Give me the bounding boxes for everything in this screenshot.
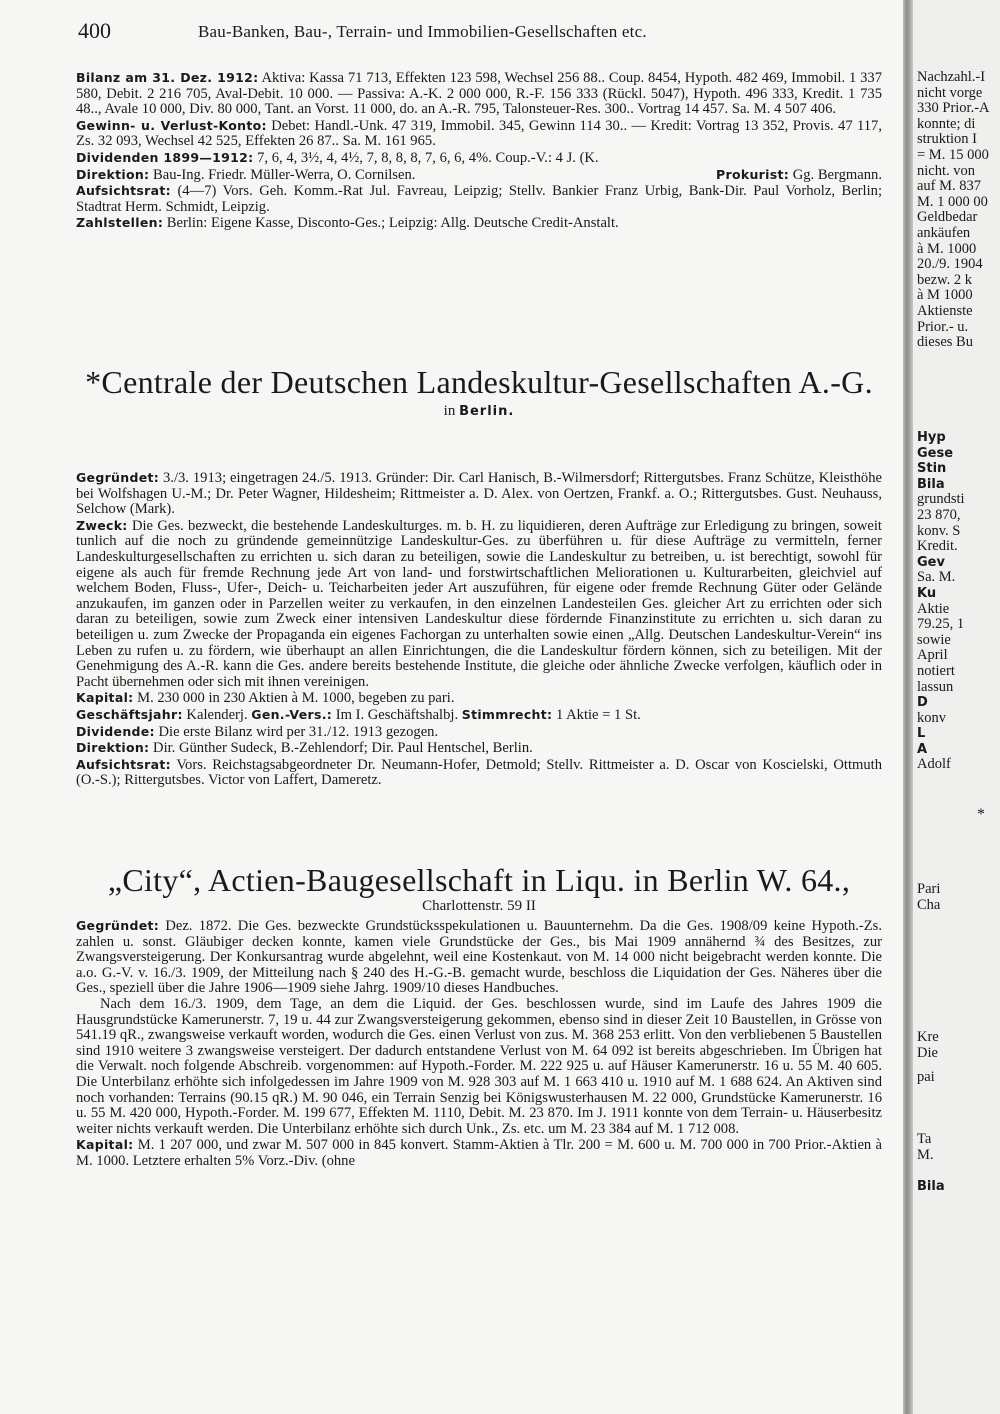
zahlstellen-text: Berlin: Eigene Kasse, Disconto-Ges.; Leipzig: Allg. Deutsche Credit-Anstalt. <box>166 215 619 232</box>
page-number: 400 <box>78 18 111 43</box>
prokurist-label: Prokurist: <box>716 166 790 182</box>
fragment-line: 20./9. 1904 <box>917 257 983 273</box>
fragment-line: pai <box>917 1070 935 1085</box>
fragment-block-2 <box>917 430 1000 773</box>
entry-2-title: *Centrale der Deutschen Landeskultur-Gesellschaften A.-G. <box>85 364 873 400</box>
entry-3-title: „City“, Actien-Baugesellschaft in Liqu. in Berlin W. 64., <box>107 862 851 898</box>
prokurist-text: Gg. Bergmann. <box>792 166 882 183</box>
kapital-paragraph <box>76 690 882 707</box>
aufsichtsrat-paragraph-2 <box>76 757 882 789</box>
dividende-paragraph <box>76 724 882 741</box>
fragment-line: 23 870, <box>917 507 961 523</box>
fragment-line: Gev <box>917 554 945 570</box>
liquidation-paragraph: Nach dem 16./3. 1909, dem Tage, an dem die Liquid. der Ges. beschlossen wurde, sind im Laufe des Jahres 1909 die Hausgrundstücke Kamerunerstr. 7, 19 u. 44 zur Zwangsversteigerung gekommen, ebenso sind in dieser Zeit 10 Baustellen, in Grösse von 541.19 qR., zwangsweise verkauft worden, wodurch die Ges. einen Verlust von zus. M. 368 253 erlitt. Von den verbliebenen 5 Baustellen sind 1910 weitere 3 zwangsweise versteigert. Der dadurch entstandene Verlust von M. 64 092 ist bereits abgeschrieben. Im Übrigen hat die Verwalt. noch folgende Abschreib. vorgenommen: auf Hypoth.-Forder. M. 222 925 u. auf Häuser Kamerunerstr. 16 u. 55 M. 40 605. Die Unterbilanz erhöhte sich infolgedessen im Jahre 1909 von M. 928 303 auf M. 1 663 410 u. 1910 auf M. 1 688 624. An Aktiven sind noch vorhanden: Terrains (90.15 qR.) M. 90 046, ein Terrain Senzig bei Königswusterhausen M. 22 000, Grundstücke Kamerunerstr. 16 u. 55 M. 420 000, Hypoth.-Forder. M. 199 677, Effekten M. 1110, Debit. M. 23 870. Im J. 1911 konnte von dem Terrain- u. Häuserbesitz weiter nichts verkauft werden. Die Unterbilanz erhöhte sich durch Unk., Zs. etc. um M. 23 384 auf M. 1 712 008. <box>76 995 882 1137</box>
gegruendet-text: 3./3. 1913; eingetragen 24./5. 1913. Gründer: Dir. Carl Hanisch, B.-Wilmersdorf; Rittergutsbes. Franz Schütze, Kleisthöhe bei Wolfshagen U.-M.; Dr. Peter Wagner, Hildesheim; Rittmeister a. D. Alex. von Oertzen, Frankf. a. O.; Rittergutsbes. Gust. Neuhauss, Selchow (Mark). <box>76 470 882 518</box>
dividenden-paragraph <box>76 150 882 167</box>
aufsichtsrat-label-2: Aufsichtsrat: <box>76 756 171 772</box>
fragment-line: konv. S <box>917 523 961 539</box>
dividende-text: Die erste Bilanz wird per 31./12. 1913 gezogen. <box>158 723 439 740</box>
fragment-line <box>917 1086 1000 1102</box>
entry-2-location <box>76 403 882 420</box>
running-title: Bau-Banken, Bau-, Terrain- und Immobilien-Gesellschaften etc. <box>198 22 647 41</box>
bilanz-paragraph <box>76 70 882 118</box>
fragment-line: D <box>917 695 928 711</box>
stimmrecht-label: Stimmrecht: <box>461 706 553 722</box>
fragment-line: konv <box>917 710 946 726</box>
aufsichtsrat-text: (4—7) Vors. Geh. Komm.-Rat Jul. Favreau, Leipzig; Stellv. Bankier Franz Urbig, Bank-Dir. Paul Vorholz, Berlin; Stadtrat Herm. Schmidt, Leipzig. <box>76 183 882 215</box>
fragment-line: Stin <box>917 461 947 477</box>
fragment-block-4 <box>917 1030 1000 1061</box>
aufsichtsrat-label: Aufsichtsrat: <box>76 183 171 199</box>
genvers-label: Gen.-Vers.: <box>251 706 333 722</box>
fragment-line: Ta <box>917 1132 932 1148</box>
book-gutter <box>903 0 913 1414</box>
fragment-line: à M. 1000 <box>917 241 977 257</box>
fragment-line <box>917 1117 1000 1133</box>
fragment-line: L <box>917 726 926 742</box>
entry-2-body <box>76 470 882 789</box>
fragment-line: Kre <box>917 1030 939 1045</box>
fragment-line: A <box>917 741 928 757</box>
direktion-label-2: Direktion: <box>76 740 150 756</box>
zahlstellen-paragraph <box>76 215 882 232</box>
dividende-label: Dividende: <box>76 723 155 739</box>
kapital-paragraph-3 <box>76 1137 882 1169</box>
fragment-line: Hyp <box>917 430 946 445</box>
fragment-line: Aktienste <box>917 303 973 319</box>
fragment-line: M. <box>917 1147 934 1163</box>
aufsichtsrat-text-2: Vors. Reichstagsabgeordneter Dr. Neumann-Hofer, Detmold; Stellv. Rittmeister a. D. Oscar von Koscielski, Ottmuth (O.-S.); Rittergutsbes. Victor von Laffert, Dameretz. <box>76 756 882 789</box>
dividenden-text: 7, 6, 4, 3½, 4, 4½, 7, 8, 8, 8, 7, 6, 6, 4%. Coup.-V.: 4 J. (K. <box>257 149 599 166</box>
geschaeftsjahr-label: Geschäftsjahr: <box>76 706 183 722</box>
gewinn-text: Debet: Handl.-Unk. 47 319, Immobil. 345, Gewinn 114 30.. — Kredit: Vortrag 13 352, Provis. 47 117, Zs. 32 093, Wechsel 42 525, Effekten 26 87.. Sa. M. 161 965. <box>76 117 883 150</box>
fragment-line: Gese <box>917 445 954 461</box>
kapital-text-3: M. 1 207 000, und zwar M. 507 000 in 845 konvert. Stamm-Aktien à Tlr. 200 = M. 600 u. M. 700 000 in 700 Prior.-Aktien à M. 1000. Letztere erhalten 5% Vorz.-Div. (ohne <box>76 1137 882 1169</box>
fragment-line: Sa. M. <box>917 570 956 586</box>
adjacent-page-edge <box>913 0 1000 1414</box>
location-prefix: in <box>443 403 456 419</box>
fragment-line: auf M. 837 <box>917 179 982 195</box>
asterisk-mark: * <box>977 806 985 823</box>
fragment-line: à M 1000 <box>917 288 973 304</box>
fragment-line: = M. 15 000 <box>917 147 989 163</box>
kapital-label-3: Kapital: <box>76 1137 134 1153</box>
fragment-line: April <box>917 648 948 664</box>
zweck-paragraph <box>76 518 882 691</box>
fragment-line: Prior.- u. <box>917 319 969 335</box>
dividenden-label: Dividenden 1899—1912: <box>76 149 254 165</box>
fragment-line: 79.25, 1 <box>917 617 965 633</box>
kapital-label: Kapital: <box>76 690 134 706</box>
gegruendet-paragraph <box>76 470 882 518</box>
direktion-paragraph <box>76 167 882 184</box>
fragment-line: Bila <box>917 1179 945 1195</box>
fragment-line <box>917 1101 1000 1117</box>
zweck-label: Zweck: <box>76 517 128 533</box>
gegruendet-label-3: Gegründet: <box>76 918 160 933</box>
fragment-line: ankäufen <box>917 225 971 241</box>
direktion-text: Bau-Ing. Friedr. Müller-Werra, O. Cornilsen. <box>153 166 416 183</box>
gegruendet-label: Gegründet: <box>76 470 160 485</box>
fragment-block-3 <box>917 882 1000 913</box>
fragment-line: Adolf <box>917 757 951 773</box>
bilanz-label: Bilanz am 31. Dez. 1912: <box>76 70 259 85</box>
entry-3-body <box>76 918 882 1170</box>
direktion-text-2: Dir. Günther Sudeck, B.-Zehlendorf; Dir. Paul Hentschel, Berlin. <box>153 740 533 757</box>
gewinn-paragraph <box>76 118 882 150</box>
direktion-paragraph-2 <box>76 740 882 757</box>
fragment-block-5 <box>917 1070 1000 1195</box>
zweck-text: Die Ges. bezweckt, die bestehende Landeskulturges. m. b. H. zu liquidieren, deren Aufträge zur Erledigung zu bringen, soweit tunlich auf die noch zu gründende gemeinnützige Landeskultur-Ges. zu überführen u. für diese Aufträge zu vermitteln, ferner Landeskulturgesellschaften zu errichten u. sich daran zu beteiligen, sowie die Landeskultur zu betreiben, u. ist berechtigt, sowohl für eigene als auch für fremde Rechnung jede Art von land- und forstwirtschaftlichen Meliorationen u. Kulturarbeiten, gleichviel auf welchem Boden, Fluss-, Ufer-, Deich- u. Teicharbeiten jeder Art auszuführen, für eigene oder fremde Rechnung Güter oder Gelände anzukaufen, im ganzen oder in Parzellen weiter zu verkaufen, in den einzelnen Landesteilen Ges. gleicher Art zu errichten oder sich daran zu beteiligen, sowie zum Zweck einer intensiven Landeskultur diese fördernde Finanzinstitute zu errichten u. sich daran zu beteiligen u. zum Zwecke der Propaganda ein eigenes Fachorgan zu unterhalten sowie einen „Allg. Deutschen Landeskultur-Verein“ ins Leben zu rufen u. zu fördern, wie überhaupt an allen Einrichtungen, die die Landeskultur fördern können, sich zu beteiligen. Mit der Genehmigung des A.-R. kann die Ges. andere bereits bestehende Institute, die gleiche oder ähnliche Zwecke verfolgen, käuflich oder in Pacht übernehmen oder sich mit ihnen vereinigen. <box>76 517 882 690</box>
fragment-line: Ku <box>917 585 937 601</box>
fragment-line: sowie <box>917 632 951 648</box>
fragment-line: struktion I <box>917 132 978 148</box>
geschaeftsjahr-text: Kalenderj. <box>186 706 248 723</box>
entry-3-address: Charlottenstr. 59 II <box>422 898 536 914</box>
fragment-line: lassun <box>917 679 954 695</box>
fragment-line: Nachzahl.-I <box>917 70 986 85</box>
fragment-block-1 <box>917 70 1000 351</box>
fragment-line: Aktie <box>917 601 950 617</box>
location-city: Berlin. <box>459 404 515 419</box>
fragment-line: 330 Prior.-A <box>917 101 990 117</box>
fragment-line: Geldbedar <box>917 210 978 226</box>
fragment-line: nicht. von <box>917 163 975 179</box>
gegruendet-paragraph-3 <box>76 918 882 997</box>
fragment-line <box>917 1164 1000 1180</box>
aufsichtsrat-paragraph <box>76 183 882 215</box>
geschaeftsjahr-paragraph <box>76 707 882 724</box>
kapital-text: M. 230 000 in 230 Aktien à M. 1000, begeben zu pari. <box>137 690 455 707</box>
stimmrecht-text: 1 Aktie = 1 St. <box>555 706 641 723</box>
fragment-line: bezw. 2 k <box>917 272 973 288</box>
direktion-label: Direktion: <box>76 166 150 182</box>
fragment-line: Pari <box>917 882 941 897</box>
gegruendet-text-3: Dez. 1872. Die Ges. bezweckte Grundstücksspekulationen u. Bauunternehm. Da die Ges. 1908/09 keine Hypoth.-Zs. zahlen u. sonst. Gläubiger decken konnte, kamen viele Grundstücke der Ges., bis Mai 1909 annähernd ¾ des Besitzes, zur Zwangsversteigerung. Der Konkursantrag wurde abgelehnt, weil eine Kostenkaut. von M. 14 000 nicht beigebracht werden konnte. Die a.o. G.-V. v. 16./3. 1909, der Mitteilung nach § 240 des H.-G.-B. gemacht wurde, beschloss die Liquidation der Ges. Näheres über die Ges., speziell über die Jahre 1906—1909 siehe Jahrg. 1909/10 dieses Handbuches. <box>76 918 882 997</box>
fragment-line: Kredit. <box>917 539 958 555</box>
zahlstellen-label: Zahlstellen: <box>76 215 164 231</box>
bilanz-text: Aktiva: Kassa 71 713, Effekten 123 598, Wechsel 256 88.. Coup. 8454, Hypoth. 482 469, Immobil. 1 337 580, Debit. 2 216 705, Aval-Debit. 10 000. — Passiva: A.-K. 2 000 000, R.-F. 156 333 (Rückl. 5047), Hypoth. 496 333, Kredit. 1 735 48.., Avale 10 000, Div. 80 000, Tant. an Vorst. 11 000, do. an A.-R. 795, Talonsteuer-Res. 300.. Vortrag 14 457. Sa. M. 4 507 406. <box>76 70 883 118</box>
fragment-line: konnte; di <box>917 116 976 132</box>
fragment-line: Cha <box>917 897 941 913</box>
page-header <box>78 18 888 48</box>
genvers-text: Im I. Geschäftshalbj. <box>335 706 459 723</box>
fragment-line: notiert <box>917 663 955 679</box>
fragment-line: Die <box>917 1045 938 1061</box>
entry-1-body <box>76 70 882 232</box>
fragment-line: M. 1 000 00 <box>917 194 988 210</box>
fragment-line: grundsti <box>917 492 965 508</box>
gewinn-label: Gewinn- u. Verlust-Konto: <box>76 117 267 133</box>
fragment-line: dieses Bu <box>917 335 973 351</box>
fragment-line: nicht vorge <box>917 85 983 101</box>
fragment-line: Bila <box>917 476 945 492</box>
